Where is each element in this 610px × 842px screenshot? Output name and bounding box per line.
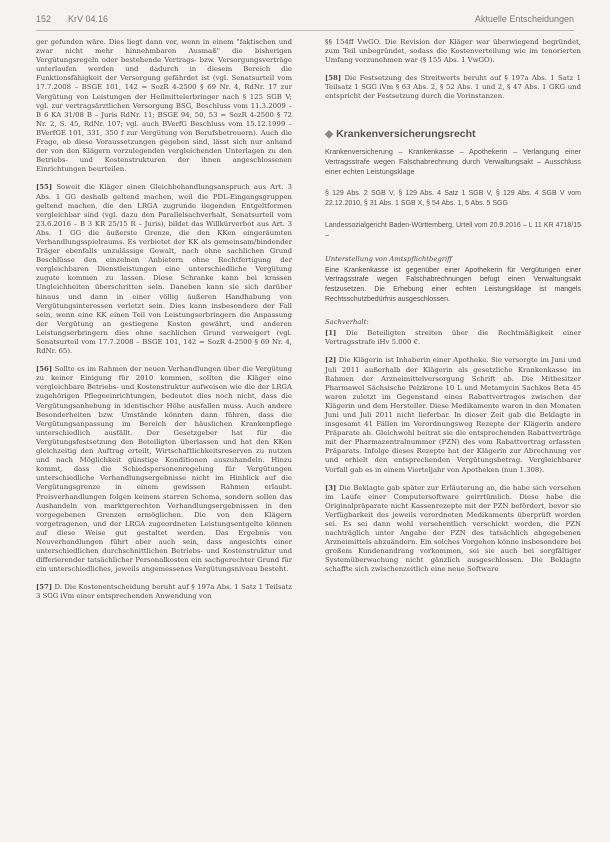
paragraph-number: [58] xyxy=(325,74,342,83)
left-column xyxy=(36,38,292,611)
paragraph-number: [57] xyxy=(36,583,53,592)
paragraph-55: [55] Soweit die Kläger einen Gleichbehandlungsanspruch aus Art. 3 Abs. 1 GG deshalb geltend machen, weil die PDL-Eingangsgruppen geltend machen, die den LRGA zugrunde liegenden Entgeltformen vergleichbar sind (vgl. dazu den Parallelsachverhalt, Senatsurteil vom 23.6.2016 – B 3 KR 25/15 R – Juris), bildet das Willkürverbot aus Art. 3 Abs. 1 GG die äußerste Grenze, die den KKen eingeräumten Verhandlungsspielraums. Es verbietet der KK als gemeinsam/bindender Träger ebenfalls unzulässige Gewalt, nach ohne sachlichen Grund Beschlüsse den einzelnen Anbietern ohne Rechtfertigung der vergleichbaren Dienstleistungen eine unterschiedliche Vergütung zugute kommen zu lassen. Diese Schranke kann bei krassen Ungleichheiten überschritten sein. Daneben kann sie sich darüber hinaus und dann in einer völlig äußeren Handhabung von Vergütungsinteressen verletzt sein. Dies kann insbesondere der Fall sein, wenn eine KK einen Teil von Leistungserbringern die Anpassung der Vergütung an gestiegene Kosten gewährt, und anderen Leistungserbringern dies ohne sachlichen Grund verweigert (vgl. Senatsurteil vom 17.7.2008 – BSGE 101, 142 = SozR 4-2500 § 69 Nr. 4, RdNr. 65). xyxy=(36,183,292,356)
paragraph: ger gefunden wäre. Dies liegt dann vor, wenn in einem "faktischen und zwar nicht mehr hinnehmbaren Ausmaß" die bisherigen Vergütungsregeln oder bestehende Vertrags- bzw. Versorgungsverträge unterlaufen werden und dadurch in diesem Bereich die Funktionsfähigkeit der Versorgung gefährdet ist (vgl. Senatsurteil vom 17.7.2008 – BSGE 101, 142 = SozR 4-2500 § 69 Nr. 4, RdNr. 17 zur Vergütung von Leistungen der Heilmittelerbringer nach § 125 SGB V; vgl. zur vertragsärztlichen Versorgung BSG, Beschluss vom 11.3.2009 – B 6 KA 31/08 B – Juris RdNr. 11; BSGE 94, 50, 53 = SozR 4-2500 § 72 Nr. 2, S. 45, RdNr. 107; vgl. auch BVerfG Beschluss vom 15.12.1999 – BVerfGE 101, 331, 350 f zur Vergütung von Berufsbetreuern). Auch die Frage, ob diese Voraussetzungen gegeben sind, lässt sich nur anhand der von den Klägern vorzulegenden vergleichenden Unterlagen zu den Betriebs- und Kostenstrukturen der ihnen angeschlossenen Einrichtungen beurteilen. xyxy=(36,38,292,174)
paragraph-56: [56] Sollte es im Rahmen der neuen Verhandlungen über die Vergütung zu keiner Einigung für 2010 kommen, sollten die Kläger eine vergleichbare Betriebs- und Kostenstruktur aufweisen wie die der LRGA zugehörigen Pflegeeinrichtungen, bedeutet dies noch nicht, dass die Vergütungsanhebung in identischer Höhe ausfallen muss. Auch andere Besonderheiten bzw. Umstände könnten dann führen, dass die Vergütungsanpassung im Bereich der häuslichen Krankenpflege unterschiedlich ausfällt. Der Gesetzgeber hat für die Vergütungsfestsetzung den Beteiligten überlassen und hat den KKen gleichzeitig den Auftrag erteilt, Wirtschaftlichkeitsreserven zu nutzen und nach Möglichkeit günstige Konditionen auszuhandeln. Hinzu kommt, dass die Schiedspersonenregelung für Vergütungen unterschiedliche Verhandlungsergebnisse nicht im Hinblick auf die Vergütungsgrenze in einem gewissen Rahmen erlaubt. Preisverhandlungen folgen keinem starren Schema, sondern sollen das Aushandeln von marktgerechten Verhandlungsergebnissen in den vorgegebenen Grenzen ermöglichen. Die von den Klägern vorgetragenen, und der LRGA zugeordneten Leistungsentgelte können auf diese Weise gut gestaltet werden. Das Ergebnis von Neuverhandlungen führt aber auch sein, dass angesichts einer unterschiedlichen durchschnittlichen Betriebs- und Kostenstruktur und differierender tatsächlicher Personalkosten ein sachgerechter Grund für ein unterschiedliches, jeweils angemessenes Vergütungsniveau besteht. xyxy=(36,365,293,574)
running-header xyxy=(36,14,574,30)
paragraph-3: [3] Die Beklagte gab später zur Erläuterung an, die habe sich versehen im Laufe einer Computersoftware geirrtümlich. Diese habe die Originalpräparate nicht Kassenrezepte mit der PZN befördert, bevor sie Verfügbarkeit des jeweils verordneten Medikaments überprüft worden sei. Es sei dann wohl versehentlich verschickt worden, die PZN nachträglich unter Angabe der PZN des tatsächlich abgegebenen Arzneimittels abzuändern. Ein solches Vorgehen könne insbesondere bei großem Kundenandrang vorkommen, sei sie auch bei sorgfältiger Systemüberwachung nicht gänzlich ausgeschlossen. Die Beklagte schaffte sich zwischenzeitlich eine neue Software xyxy=(325,483,581,574)
paragraph-58: [58] Die Festsetzung des Streitwerts beruht auf § 197a Abs. 1 Satz 1 Teilsatz 1 SGG iVm § 63 Abs. 2, § 52 Abs. 1 und 2, § 47 Abs. 1 GKG und entspricht der Festsetzung durch die Vorinstanzen. xyxy=(325,74,581,101)
paragraph-2: [2] Die Klägerin ist Inhaberin einer Apotheke. Sie versorgte im Juni und Juli 2011 außerhalb der Klägerin als gesetzliche Krankenkasse im Rahmen der Arzneimittelversorgung Schrift ab. Die Mitbesitzer Pharmawel Sächsische Pelzkrone 10 L und Metamycin Sachkos Beta 45 waren zuletzt im Gegenstand eines Rabattvertrages zwischen der Klägerin und dem Hersteller. Diese Medikamente waren in den Monaten Juni und Juli 2011 nicht lieferbar. In dieser Zeit gab die Beklagte in insgesamt 41 Fällen im Verordnungsweg Rezepte der Klägerin andere Präparate ab. Gleichwohl beitrat sie die entsprechenden Rabattverträge mit der Pharmazentralnummer (PZN) des vom Rabattvertrag erfassten Präparats. Infolge dieses Rezepte hat der Klägerin zur Abrechnung vor und erhielt den entsprechenden Vergütungsbetrag. Vergleichbarer Vorfall gab es in einem Vierteljahr von Apotheken (nun 1.308). xyxy=(325,356,581,474)
paragraph-1: [1] Die Beteiligten streiten über die Rechtmäßigkeit einer Vertragsstrafe iHv 5.000 €. xyxy=(325,329,581,347)
section-label: Aktuelle Entscheidungen xyxy=(474,14,574,24)
paragraph-number: [56] xyxy=(36,365,53,374)
paragraph-number: [55] xyxy=(36,183,53,192)
sachverhalt-heading: Sachverhalt: xyxy=(325,318,369,327)
paragraph-57: [57] D. Die Kostenentscheidung beruht auf § 197a Abs. 1 Satz 1 Teilsatz 3 SGG iVm einer entsprechenden Anwendung von xyxy=(36,583,292,601)
leitsatz: Eine Krankenkasse ist gegenüber einer Apothekerin für Vergütungen einer Vertragsstrafe wegen Falschabrechnungen befugt einen Verwaltungsakt festzusetzen. Die Erhebung einer echten Leistungsklage ist mangels Rechtsschutzbedürfnis ausgeschlossen. xyxy=(325,266,581,303)
section-heading: ◆ Krankenversicherungsrecht xyxy=(325,127,476,140)
paragraph-number: [1] xyxy=(325,329,337,338)
page-number: 152 xyxy=(36,14,52,24)
right-column xyxy=(325,38,581,584)
court-reference: Landessozialgericht Baden-Württemberg, Urteil vom 20.9.2016 – L 11 KR 4718/15 – xyxy=(325,221,581,239)
paragraph: §§ 154ff VwGO. Die Revision der Kläger war überwiegend begründet, zum Teil unbegründet, sodass die Kostenverteilung wie im tenorierten Umfang vorzunehmen war (§ 155 Abs. 1 VwGO). xyxy=(325,38,581,65)
header-rule xyxy=(36,30,574,31)
journal-issue: KrV 04.16 xyxy=(68,14,109,24)
norms: § 129 Abs. 2 SGB V, § 129 Abs. 4 Satz 1 SGB V, § 129 Abs. 4 SGB V vom 22.12.2010, § 31 Abs. 1 SGB X, § 54 Abs. 1, 5 Abs. 5 SGG xyxy=(325,189,581,207)
diamond-bullet-icon: ◆ xyxy=(325,127,334,140)
leitsatz-heading: Unterstellung von Amtspflichtbegriff xyxy=(325,254,452,263)
paragraph-number: [2] xyxy=(325,356,337,365)
paragraph-number: [3] xyxy=(325,483,337,492)
keywords: Krankenversicherung – Krankenkasse – Apothekerin – Verlangung einer Vertragsstrafe wegen Falschabrechnung durch Verwaltungsakt – Ausschluss einer echten Leistungsklage xyxy=(325,146,581,176)
